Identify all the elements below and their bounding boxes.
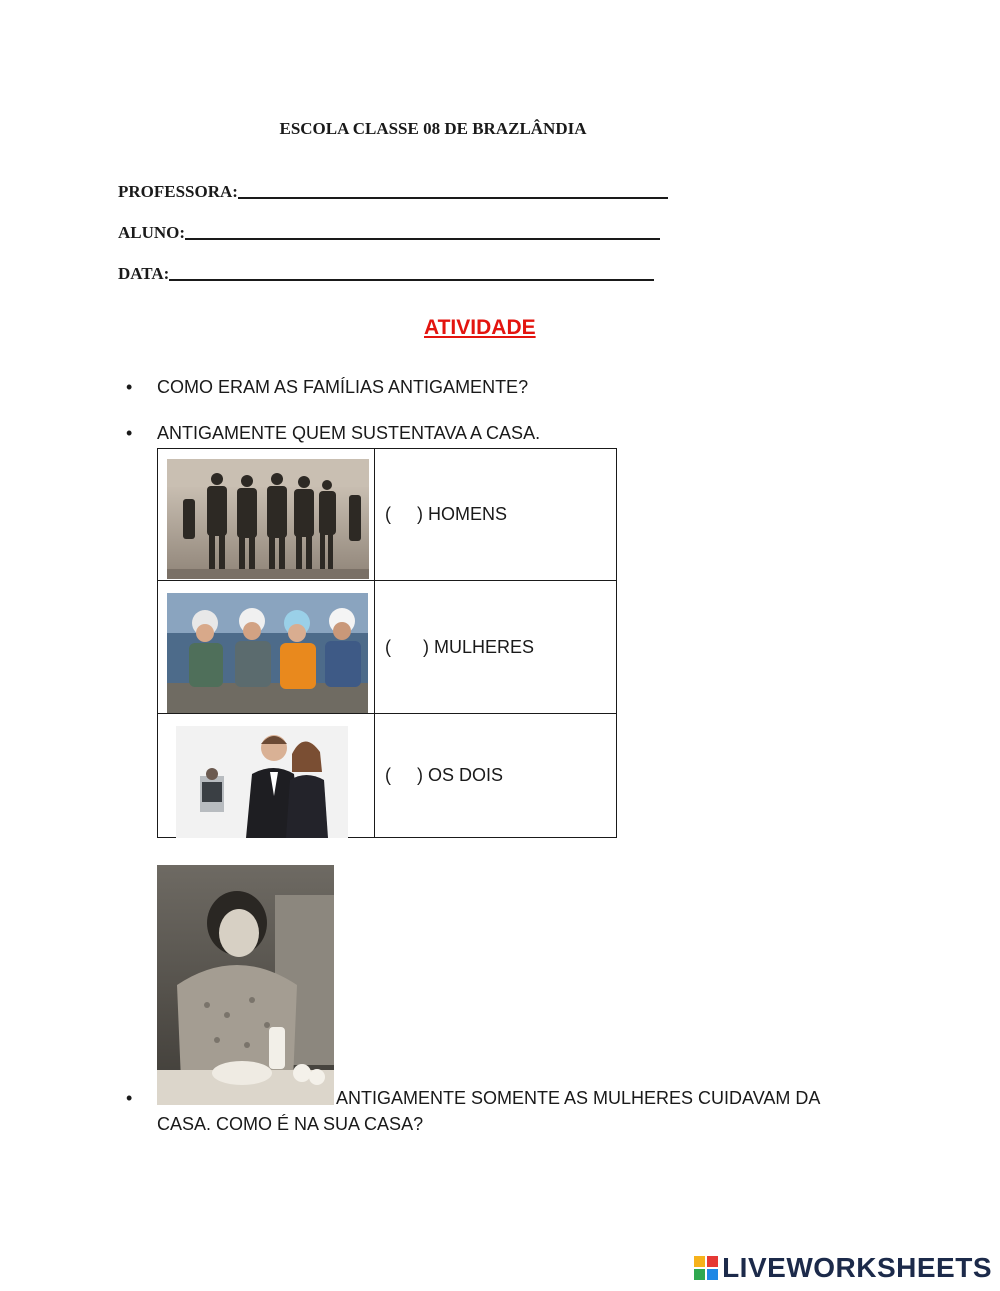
option-homens-close: ) xyxy=(417,504,423,524)
option-os-dois-open: ( xyxy=(385,765,391,785)
option-os-dois-close: ) xyxy=(417,765,423,785)
option-mulheres-label: MULHERES xyxy=(434,636,535,657)
school-name: ESCOLA CLASSE 08 DE BRAZLÂNDIA xyxy=(279,119,587,138)
option-os-dois[interactable] xyxy=(375,714,617,838)
data-input-line[interactable] xyxy=(169,279,654,281)
bullet-1: • xyxy=(126,377,133,397)
logo-text: LIVEWORKSHEETS xyxy=(722,1252,992,1283)
question-2: ANTIGAMENTE QUEM SUSTENTAVA A CASA. xyxy=(157,423,541,443)
logo-block-green xyxy=(694,1269,705,1280)
logo-block-yellow xyxy=(694,1256,705,1267)
bullet-3: • xyxy=(126,1088,133,1108)
photo-cell-couple xyxy=(158,714,375,838)
option-homens-open: ( xyxy=(385,504,391,524)
option-mulheres-open: ( xyxy=(385,636,391,657)
option-row-mulheres xyxy=(158,581,617,714)
women-workers-photo xyxy=(167,593,368,713)
logo-block-red xyxy=(707,1256,718,1267)
aluno-field xyxy=(118,223,660,243)
data-label: DATA: xyxy=(118,264,170,283)
option-mulheres[interactable] xyxy=(375,581,617,714)
logo-block-blue xyxy=(707,1269,718,1280)
professora-label: PROFESSORA: xyxy=(118,182,238,201)
option-mulheres-close: ) xyxy=(423,636,429,657)
option-os-dois-label: OS DOIS xyxy=(428,765,504,785)
logo-blocks-icon xyxy=(694,1256,718,1280)
vintage-housewife-photo xyxy=(157,865,334,1105)
option-homens-label: HOMENS xyxy=(428,504,508,524)
data-field xyxy=(118,264,654,284)
question-3-line-2: CASA. COMO É NA SUA CASA? xyxy=(157,1114,424,1134)
option-row-os-dois xyxy=(158,714,617,838)
photo-cell-men xyxy=(158,449,375,581)
professora-field xyxy=(118,182,668,202)
aluno-label: ALUNO: xyxy=(118,223,186,242)
options-table xyxy=(157,448,617,838)
option-row-homens xyxy=(158,449,617,581)
liveworksheets-logo[interactable] xyxy=(694,1252,992,1284)
aluno-input-line[interactable] xyxy=(185,238,660,240)
question-3-line-1: ANTIGAMENTE SOMENTE AS MULHERES CUIDAVAM DA xyxy=(336,1088,821,1108)
option-homens[interactable] xyxy=(375,449,617,581)
photo-cell-women xyxy=(158,581,375,714)
professora-input-line[interactable] xyxy=(238,197,668,199)
question-1: COMO ERAM AS FAMÍLIAS ANTIGAMENTE? xyxy=(157,377,529,397)
activity-title: ATIVIDADE xyxy=(424,316,536,339)
bullet-2: • xyxy=(126,423,133,443)
men-walking-photo xyxy=(167,459,369,579)
business-couple-photo xyxy=(176,726,348,838)
